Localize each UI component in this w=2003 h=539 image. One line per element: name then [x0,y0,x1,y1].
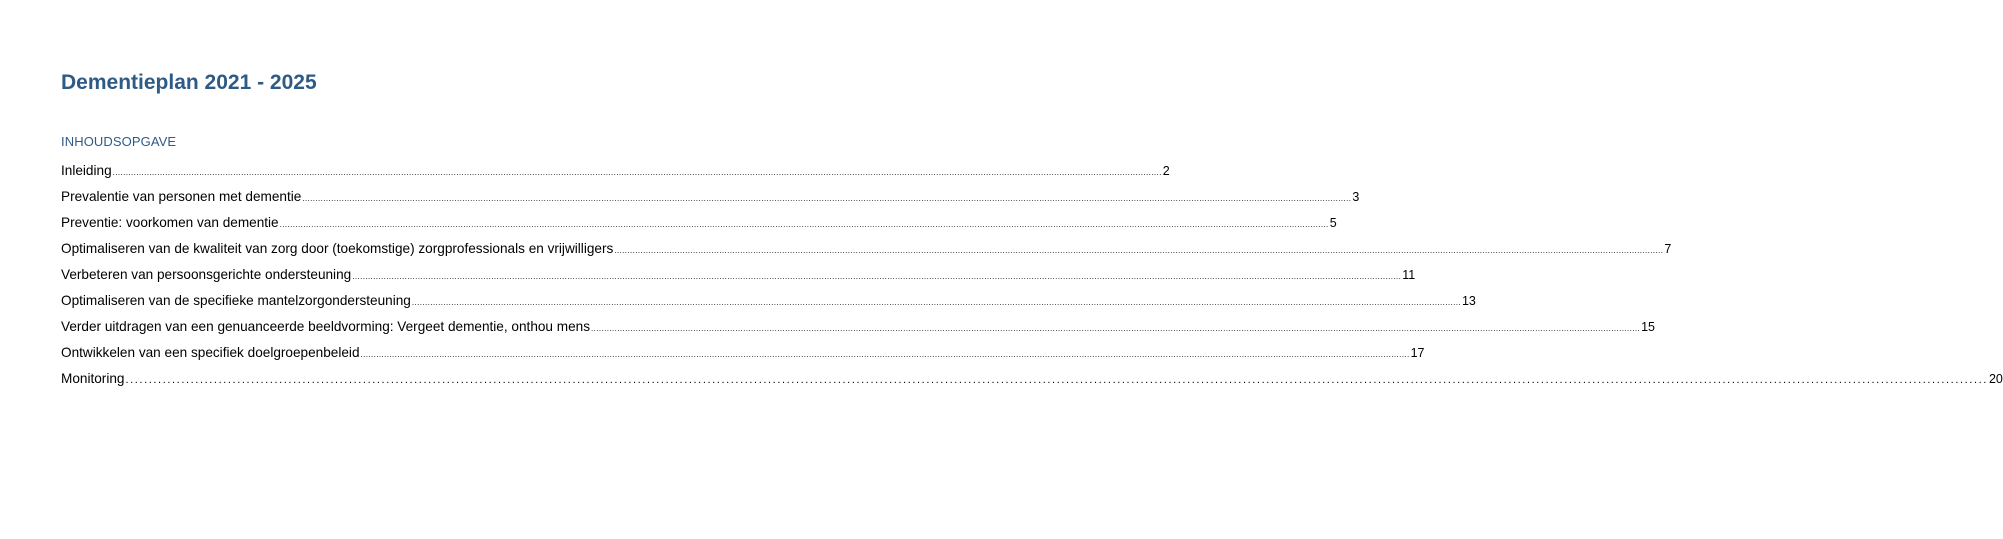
toc-entry-title[interactable]: Monitoring [61,371,125,386]
toc-entry[interactable] [61,344,1425,370]
toc-dot-leader: ................................................................................................................................................................................................................................................................................................................................................................................................................ [614,246,1664,255]
toc-entry-page[interactable]: 5 [1329,216,1337,230]
toc-entry-page[interactable]: 17 [1410,346,1425,360]
toc-entry[interactable] [61,370,2003,396]
toc-dot-leader: ................................................................................................................................................................................................................................................................................................................................................................................................................ [279,220,1329,229]
toc-entry-page[interactable]: 7 [1664,242,1672,256]
toc-heading: INHOUDSOPGAVE [61,134,177,149]
toc-entry-page[interactable]: 3 [1352,190,1360,204]
toc-entry-title[interactable]: Prevalentie van personen met dementie [61,189,302,204]
toc-entry-title[interactable]: Verder uitdragen van een genuanceerde beeldvorming: Vergeet dementie, onthou mens [61,319,591,334]
toc-dot-leader: ................................................................................................................................................................................................................................................................................................................................................................................................................ [125,374,1988,386]
toc-entry[interactable] [61,188,1360,214]
toc-entry-title[interactable]: Optimaliseren van de kwaliteit van zorg door (toekomstige) zorgprofessionals en vrijwilligers [61,241,614,256]
toc-dot-leader: ................................................................................................................................................................................................................................................................................................................................................................................................................ [112,168,1162,177]
toc-entry[interactable] [61,240,1672,266]
toc-entry-title[interactable]: Verbeteren van persoonsgerichte ondersteuning [61,267,352,282]
toc-entry[interactable] [61,266,1416,292]
document-title: Dementieplan 2021 - 2025 [61,71,317,94]
table-of-contents [61,162,2003,396]
toc-entry-page[interactable]: 20 [1988,372,2003,386]
toc-entry-page[interactable]: 13 [1461,294,1476,308]
toc-entry-title[interactable]: Optimaliseren van de specifieke mantelzorgondersteuning [61,293,411,308]
toc-entry-title[interactable]: Preventie: voorkomen van dementie [61,215,279,230]
toc-entry[interactable] [61,292,1476,318]
toc-entry[interactable] [61,214,1337,240]
toc-dot-leader: ................................................................................................................................................................................................................................................................................................................................................................................................................ [360,350,1410,359]
toc-dot-leader: ................................................................................................................................................................................................................................................................................................................................................................................................................ [352,272,1402,281]
toc-entry[interactable] [61,162,1170,188]
toc-entry-page[interactable]: 11 [1402,268,1416,282]
toc-entry-page[interactable]: 2 [1162,164,1170,178]
toc-dot-leader: ................................................................................................................................................................................................................................................................................................................................................................................................................ [411,298,1461,307]
toc-entry[interactable] [61,318,1655,344]
toc-entry-page[interactable]: 15 [1641,320,1655,334]
toc-entry-title[interactable]: Ontwikkelen van een specifiek doelgroepenbeleid [61,345,360,360]
toc-dot-leader: ................................................................................................................................................................................................................................................................................................................................................................................................................ [302,194,1352,203]
toc-dot-leader: ................................................................................................................................................................................................................................................................................................................................................................................................................ [591,324,1641,333]
toc-entry-title[interactable]: Inleiding [61,163,112,178]
